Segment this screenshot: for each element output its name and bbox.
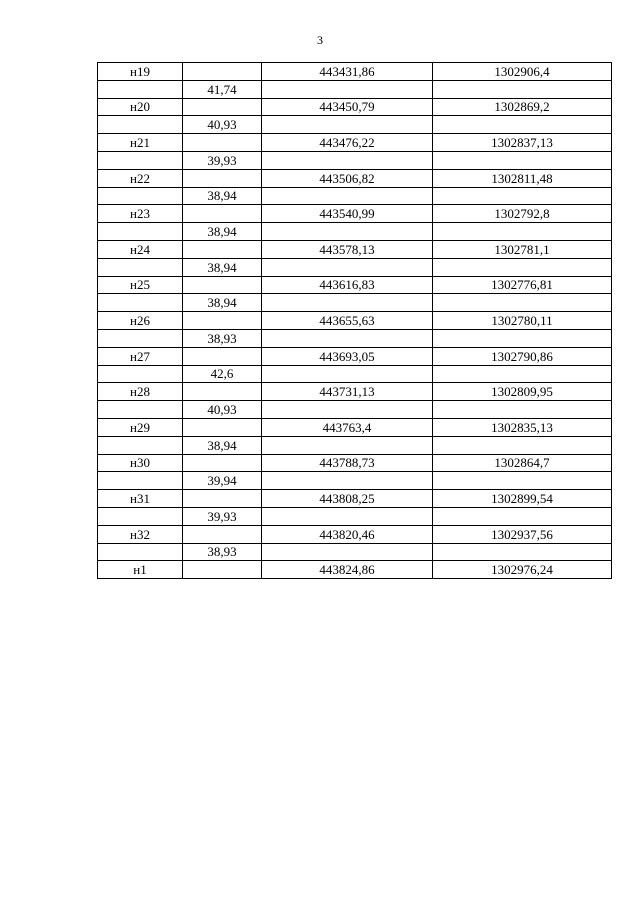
point-row (98, 98, 612, 116)
x-coordinate-cell (262, 258, 433, 276)
point-name-cell: н1 (98, 561, 183, 579)
y-coordinate-cell: 1302869,2 (433, 98, 612, 116)
distance-row (98, 258, 612, 276)
y-coordinate-cell: 1302976,24 (433, 561, 612, 579)
y-coordinate-cell (433, 223, 612, 241)
y-coordinate-cell: 1302837,13 (433, 134, 612, 152)
point-name-cell (98, 294, 183, 312)
point-name-cell: н20 (98, 98, 183, 116)
point-row (98, 240, 612, 258)
point-row (98, 418, 612, 436)
x-coordinate-cell: 443450,79 (262, 98, 433, 116)
point-name-cell (98, 80, 183, 98)
distance-row (98, 543, 612, 561)
point-name-cell (98, 258, 183, 276)
distance-cell (183, 276, 262, 294)
x-coordinate-cell (262, 80, 433, 98)
x-coordinate-cell: 443693,05 (262, 347, 433, 365)
x-coordinate-cell: 443820,46 (262, 525, 433, 543)
distance-cell (183, 169, 262, 187)
distance-cell (183, 347, 262, 365)
y-coordinate-cell (433, 151, 612, 169)
point-name-cell: н27 (98, 347, 183, 365)
x-coordinate-cell: 443431,86 (262, 63, 433, 81)
point-name-cell: н21 (98, 134, 183, 152)
y-coordinate-cell: 1302776,81 (433, 276, 612, 294)
y-coordinate-cell (433, 472, 612, 490)
distance-cell: 38,94 (183, 436, 262, 454)
distance-cell (183, 63, 262, 81)
point-row (98, 561, 612, 579)
distance-row (98, 329, 612, 347)
distance-row (98, 116, 612, 134)
y-coordinate-cell (433, 365, 612, 383)
point-row (98, 383, 612, 401)
point-name-cell: н31 (98, 490, 183, 508)
point-row (98, 134, 612, 152)
y-coordinate-cell: 1302780,11 (433, 312, 612, 330)
distance-cell (183, 490, 262, 508)
y-coordinate-cell: 1302792,8 (433, 205, 612, 223)
page-number: 3 (317, 33, 323, 47)
point-row (98, 454, 612, 472)
y-coordinate-cell (433, 436, 612, 454)
x-coordinate-cell (262, 507, 433, 525)
y-coordinate-cell: 1302811,48 (433, 169, 612, 187)
x-coordinate-cell: 443763,4 (262, 418, 433, 436)
y-coordinate-cell (433, 258, 612, 276)
y-coordinate-cell: 1302864,7 (433, 454, 612, 472)
y-coordinate-cell (433, 401, 612, 419)
x-coordinate-cell (262, 401, 433, 419)
x-coordinate-cell: 443824,86 (262, 561, 433, 579)
x-coordinate-cell: 443506,82 (262, 169, 433, 187)
distance-row (98, 223, 612, 241)
distance-cell: 38,93 (183, 329, 262, 347)
point-row (98, 490, 612, 508)
point-name-cell (98, 365, 183, 383)
point-row (98, 525, 612, 543)
distance-row (98, 401, 612, 419)
x-coordinate-cell: 443808,25 (262, 490, 433, 508)
x-coordinate-cell (262, 116, 433, 134)
point-name-cell: н29 (98, 418, 183, 436)
distance-cell (183, 383, 262, 401)
point-row (98, 312, 612, 330)
point-name-cell (98, 223, 183, 241)
point-name-cell: н26 (98, 312, 183, 330)
distance-cell: 40,93 (183, 116, 262, 134)
distance-cell: 42,6 (183, 365, 262, 383)
distance-cell (183, 454, 262, 472)
distance-cell: 40,93 (183, 401, 262, 419)
point-name-cell (98, 401, 183, 419)
x-coordinate-cell: 443655,63 (262, 312, 433, 330)
x-coordinate-cell (262, 329, 433, 347)
distance-cell (183, 561, 262, 579)
distance-cell (183, 240, 262, 258)
x-coordinate-cell: 443578,13 (262, 240, 433, 258)
point-name-cell: н32 (98, 525, 183, 543)
point-name-cell (98, 472, 183, 490)
point-name-cell (98, 151, 183, 169)
x-coordinate-cell (262, 365, 433, 383)
y-coordinate-cell (433, 294, 612, 312)
x-coordinate-cell (262, 294, 433, 312)
x-coordinate-cell (262, 187, 433, 205)
point-name-cell (98, 507, 183, 525)
point-name-cell (98, 436, 183, 454)
x-coordinate-cell (262, 436, 433, 454)
point-name-cell: н28 (98, 383, 183, 401)
point-row (98, 205, 612, 223)
point-row (98, 347, 612, 365)
distance-row (98, 187, 612, 205)
coordinates-table-body (98, 63, 612, 579)
y-coordinate-cell: 1302937,56 (433, 525, 612, 543)
distance-cell: 38,94 (183, 223, 262, 241)
point-name-cell (98, 329, 183, 347)
y-coordinate-cell (433, 116, 612, 134)
distance-cell (183, 312, 262, 330)
distance-cell: 39,93 (183, 151, 262, 169)
distance-cell: 39,93 (183, 507, 262, 525)
distance-cell (183, 134, 262, 152)
distance-cell: 39,94 (183, 472, 262, 490)
distance-cell: 38,94 (183, 258, 262, 276)
point-name-cell (98, 187, 183, 205)
distance-row (98, 151, 612, 169)
y-coordinate-cell: 1302790,86 (433, 347, 612, 365)
point-row (98, 63, 612, 81)
distance-cell: 41,74 (183, 80, 262, 98)
y-coordinate-cell (433, 507, 612, 525)
distance-cell: 38,94 (183, 187, 262, 205)
x-coordinate-cell: 443788,73 (262, 454, 433, 472)
y-coordinate-cell: 1302835,13 (433, 418, 612, 436)
distance-cell (183, 525, 262, 543)
point-name-cell: н25 (98, 276, 183, 294)
point-name-cell: н24 (98, 240, 183, 258)
point-name-cell: н23 (98, 205, 183, 223)
x-coordinate-cell (262, 472, 433, 490)
x-coordinate-cell: 443540,99 (262, 205, 433, 223)
distance-cell: 38,93 (183, 543, 262, 561)
y-coordinate-cell (433, 80, 612, 98)
x-coordinate-cell (262, 151, 433, 169)
y-coordinate-cell: 1302906,4 (433, 63, 612, 81)
distance-row (98, 294, 612, 312)
y-coordinate-cell: 1302809,95 (433, 383, 612, 401)
x-coordinate-cell (262, 223, 433, 241)
x-coordinate-cell (262, 543, 433, 561)
y-coordinate-cell (433, 543, 612, 561)
distance-row (98, 365, 612, 383)
x-coordinate-cell: 443616,83 (262, 276, 433, 294)
distance-row (98, 80, 612, 98)
distance-cell (183, 205, 262, 223)
distance-row (98, 436, 612, 454)
coordinates-table (97, 62, 612, 579)
distance-cell: 38,94 (183, 294, 262, 312)
distance-cell (183, 418, 262, 436)
y-coordinate-cell: 1302781,1 (433, 240, 612, 258)
point-name-cell (98, 116, 183, 134)
point-row (98, 276, 612, 294)
x-coordinate-cell: 443476,22 (262, 134, 433, 152)
y-coordinate-cell (433, 329, 612, 347)
x-coordinate-cell: 443731,13 (262, 383, 433, 401)
distance-row (98, 507, 612, 525)
point-name-cell: н22 (98, 169, 183, 187)
point-name-cell: н19 (98, 63, 183, 81)
point-name-cell (98, 543, 183, 561)
distance-row (98, 472, 612, 490)
y-coordinate-cell: 1302899,54 (433, 490, 612, 508)
y-coordinate-cell (433, 187, 612, 205)
distance-cell (183, 98, 262, 116)
point-name-cell: н30 (98, 454, 183, 472)
point-row (98, 169, 612, 187)
